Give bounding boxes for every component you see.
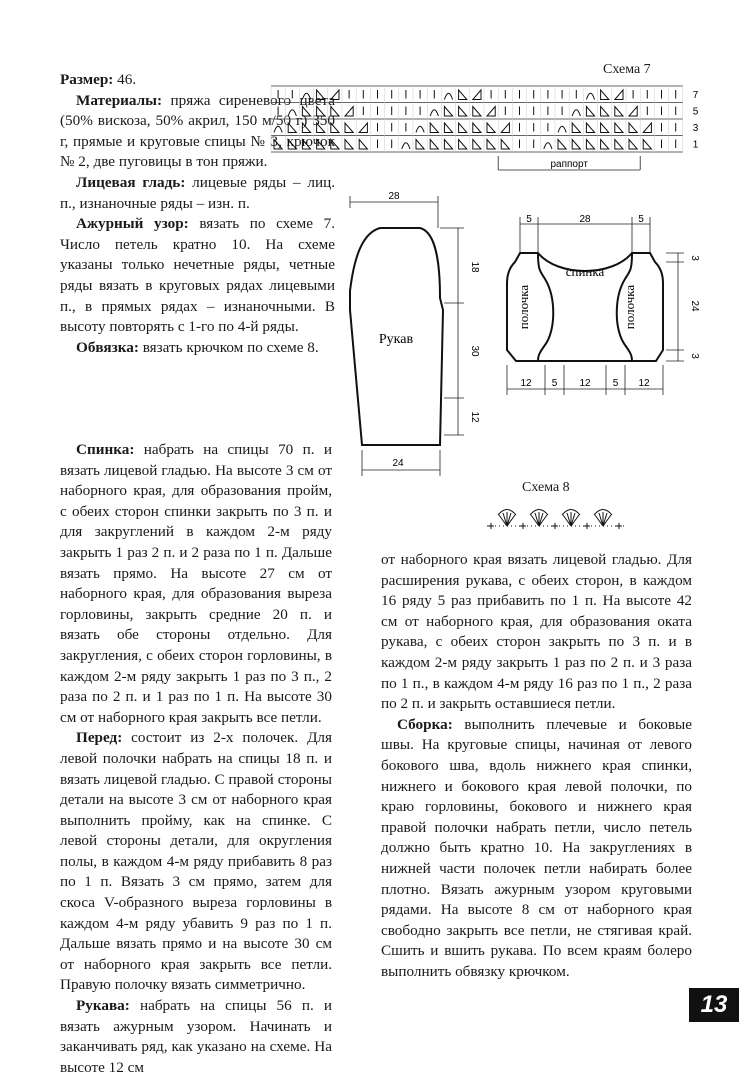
- back-piece-label: спинка: [565, 264, 605, 279]
- decrease-symbol: [473, 107, 481, 117]
- decrease-symbol: [487, 123, 495, 133]
- body-dim-bottom-5: 12: [638, 378, 650, 389]
- assembly-label: Сборка:: [397, 715, 453, 733]
- page-number: 13: [689, 988, 739, 1022]
- yarn-over-symbol: [288, 110, 296, 116]
- yarn-over-symbol: [544, 143, 552, 149]
- decrease-symbol: [473, 123, 481, 133]
- decrease-symbol: [302, 123, 310, 133]
- shell-motif: [530, 510, 548, 527]
- materials-label: Материалы:: [76, 91, 163, 109]
- scheme8-chart: [487, 504, 637, 534]
- body-dim-right-top: 3: [689, 255, 700, 261]
- decrease-symbol: [501, 140, 509, 150]
- decrease-symbol: [430, 123, 438, 133]
- front-value: состоит из 2-х полочек. Для левой полочки набрать на спицы 18 п. и вязать лицевой гладью. С правой стороны детали на высоте 3 см от наборного края выполнить пройму, как на спинке. С левой стороны детали, для округления полы, в каждом 4-м ряду прибавить 8 раз по 1 п. Вязать 3 см прямо, затем для скоса V-образного выреза горловины в каждом 4-м ряду убавить 9 раз по 1 п. Дальше вязать прямо и на высоте 30 см от наборного края закрыть все петли. Правую полочку вязать симметрично.: [60, 729, 332, 994]
- sleeves-continued: от наборного края вязать лицевой гладью. Для расширения рукава, с обеих сторон, в каждом 16 ряду 5 раз прибавить по 1 п. На высоте 42 см от наборного края, для образования оката рукава, с обеих сторон закрыть по 3 п. и в каждом 2-м ряду закрыть 1 раз по 2 п. и 3 раза по 1 п., в каждом 4-м ряду 16 раз по 1 п., 2 раза по 2 п. и закрыть оставшиеся петли.: [381, 551, 692, 713]
- yarn-over-symbol: [430, 110, 438, 116]
- decrease-symbol: [302, 140, 310, 150]
- size-label: Размер:: [60, 71, 114, 88]
- decrease-symbol: [629, 107, 637, 117]
- decrease-symbol: [317, 123, 325, 133]
- materials-value: пряжа сиреневого цвета (50% вискоза, 50% акрил, 150 м/50 г) 350 г, прямые и круговые спицы № 3, крючок № 2, две пуговицы в тон пряжи.: [60, 91, 335, 171]
- body-dim-bottom-1: 12: [520, 378, 532, 389]
- sleeve-dim-bottom: 24: [392, 458, 404, 469]
- yarn-over-symbol: [302, 93, 310, 99]
- sleeves-paragraph: [60, 996, 332, 1078]
- decrease-symbol: [643, 123, 651, 133]
- assembly-value: выполнить плечевые и боковые швы. На круговые спицы, начиная от левого бокового шва, вдоль нижнего края спинки, нижнего и бокового края левой полочки, по краю горловины, бокового и нижнего края правой полочки набрать петли, число петель должно быть кратно 10. На закруглениях в нижней части полочек петли набирать более плотно. Вязать ажурным узором круговыми рядами. На высоте 8 см от наборного края свободно закрыть все петли, не стягивая край. Сшить и вшить рукава. По всем краям болеро выполнить обвязку крючком.: [381, 715, 692, 980]
- sleeve-diagram: [340, 188, 510, 488]
- decrease-symbol: [473, 90, 481, 100]
- crochet-cross: [552, 523, 558, 529]
- decrease-symbol: [359, 123, 367, 133]
- row-number: 5: [692, 106, 699, 118]
- decrease-symbol: [459, 107, 467, 117]
- decrease-symbol: [331, 123, 339, 133]
- body-diagram: [500, 205, 715, 405]
- decrease-symbol: [473, 140, 481, 150]
- decrease-symbol: [572, 123, 580, 133]
- yarn-over-symbol: [402, 143, 410, 149]
- openwork-paragraph: [60, 214, 335, 338]
- front-paragraph: [60, 728, 332, 996]
- decrease-symbol: [487, 140, 495, 150]
- shell-motif: [498, 510, 516, 527]
- row-number: 3: [692, 123, 699, 134]
- decrease-symbol: [331, 140, 339, 150]
- sleeves-label: Рукава:: [76, 997, 130, 1015]
- sleeve-dim-cuff: 12: [469, 411, 480, 423]
- row-number: 1: [692, 139, 699, 151]
- front-label: Перед:: [76, 729, 123, 747]
- decrease-symbol: [615, 107, 623, 117]
- decrease-symbol: [359, 140, 367, 150]
- decrease-symbol: [345, 140, 353, 150]
- crochet-motifs: [487, 510, 627, 530]
- decrease-symbol: [601, 107, 609, 117]
- edging-value: вязать крючком по схеме 8.: [138, 338, 319, 356]
- sleeve-dim-cap: 18: [469, 261, 480, 273]
- back-label: Спинка:: [76, 441, 135, 458]
- left-column-bottom: [60, 440, 332, 1078]
- decrease-symbol: [615, 90, 623, 100]
- decrease-symbol: [487, 107, 495, 117]
- edging-paragraph: [60, 338, 335, 359]
- decrease-symbol: [288, 123, 296, 133]
- crochet-cross: [520, 523, 526, 529]
- decrease-symbol: [643, 140, 651, 150]
- scheme8-title: Схема 8: [522, 480, 570, 495]
- back-value: набрать на спицы 70 п. и вязать лицевой гладью. На высоте 3 см от наборного края, для образования пройм, с обеих сторон спинки закрыть по 3 п. и для закруглений в каждом 2-м ряду закрыть 1 раз 2 п. и 2 раза по 1 п. Дальше вязать прямо. На высоте 27 см от наборного края, для образования выреза горловины, закрыть средние 20 п. и вязать обе стороны отдельно. Для закругления, с обеих сторон горловины, в каждом 2-м ряду закрыть 1 раз по 3 п., 2 раза по 2 п. и 1 раз по 1 п. На высоте 30 см от наборного края закрыть все петли.: [60, 441, 332, 726]
- decrease-symbol: [317, 90, 325, 100]
- decrease-symbol: [317, 107, 325, 117]
- body-dim-top-left: 5: [526, 214, 532, 225]
- shell-motif: [594, 510, 612, 527]
- repeat-label: раппорт: [550, 159, 588, 170]
- decrease-symbol: [274, 140, 282, 150]
- decrease-symbol: [345, 123, 353, 133]
- decrease-symbol: [444, 123, 452, 133]
- decrease-symbol: [459, 140, 467, 150]
- yarn-over-symbol: [444, 93, 452, 99]
- decrease-symbol: [459, 123, 467, 133]
- body-dim-bottom-4: 5: [612, 378, 619, 389]
- openwork-label: Ажурный узор:: [76, 215, 189, 233]
- yarn-over-symbol: [586, 93, 594, 99]
- decrease-symbol: [601, 90, 609, 100]
- stockinette-label: Лицевая гладь:: [76, 173, 186, 191]
- row-number: 7: [692, 90, 699, 101]
- shell-motif: [562, 510, 580, 527]
- yarn-over-symbol: [274, 126, 282, 132]
- decrease-symbol: [615, 123, 623, 133]
- decrease-symbol: [572, 140, 580, 150]
- right-column: [381, 550, 692, 982]
- decrease-symbol: [629, 140, 637, 150]
- decrease-symbol: [288, 140, 296, 150]
- body-dim-right-bottom: 3: [689, 353, 700, 359]
- decrease-symbol: [459, 90, 467, 100]
- decrease-symbol: [317, 140, 325, 150]
- openwork-value: вязать по схеме 7. Число петель кратно 10. На схеме указаны только нечетные ряды, четные ряды вязать в круговых рядах лицевыми п., в прямых рядах – изнаночными. В высоту повторять с 1-го по 4-й ряды.: [60, 215, 335, 336]
- decrease-symbol: [501, 123, 509, 133]
- decrease-symbol: [331, 90, 339, 100]
- decrease-symbol: [430, 140, 438, 150]
- left-front-label: полочка: [516, 284, 531, 330]
- yarn-over-symbol: [416, 126, 424, 132]
- yarn-over-symbol: [572, 110, 580, 116]
- body-dim-top-right: 5: [638, 214, 644, 225]
- body-dim-bottom-3: 12: [579, 378, 591, 389]
- crochet-cross: [584, 523, 590, 529]
- decrease-symbol: [601, 123, 609, 133]
- back-paragraph: [60, 440, 332, 728]
- decrease-symbol: [586, 107, 594, 117]
- body-dim-top-center: 28: [579, 214, 591, 225]
- scheme7-title: Схема 7: [603, 62, 651, 77]
- decrease-symbol: [629, 123, 637, 133]
- edging-label: Обвязка:: [76, 338, 139, 356]
- decrease-symbol: [331, 107, 339, 117]
- sleeve-label: Рукав: [378, 332, 414, 347]
- sleeves-value: набрать на спицы 56 п. и вязать ажурным узором. Начинать и заканчивать ряд, как указано на схеме. На высоте 12 см: [60, 997, 332, 1076]
- crochet-cross: [488, 523, 494, 529]
- decrease-symbol: [586, 123, 594, 133]
- scheme7-chart: [265, 86, 699, 196]
- right-front-label: полочка: [622, 284, 637, 330]
- decrease-symbol: [302, 107, 310, 117]
- size-value: 46.: [113, 71, 137, 88]
- stockinette-value: лицевые ряды – лиц. п., изнаночные ряды – изн. п.: [60, 173, 335, 212]
- decrease-symbol: [444, 107, 452, 117]
- sleeve-dim-top: 28: [388, 191, 400, 202]
- decrease-symbol: [345, 107, 353, 117]
- decrease-symbol: [586, 140, 594, 150]
- left-front-edge: [538, 253, 553, 361]
- body-dim-bottom-2: 5: [551, 378, 558, 389]
- sleeve-dim-middle: 30: [469, 345, 480, 357]
- decrease-symbol: [444, 140, 452, 150]
- body-dim-right-middle: 24: [689, 300, 700, 312]
- decrease-symbol: [416, 140, 424, 150]
- decrease-symbol: [615, 140, 623, 150]
- crochet-cross: [616, 523, 622, 529]
- decrease-symbol: [558, 140, 566, 150]
- assembly-paragraph: [381, 715, 692, 983]
- yarn-over-symbol: [558, 126, 566, 132]
- decrease-symbol: [601, 140, 609, 150]
